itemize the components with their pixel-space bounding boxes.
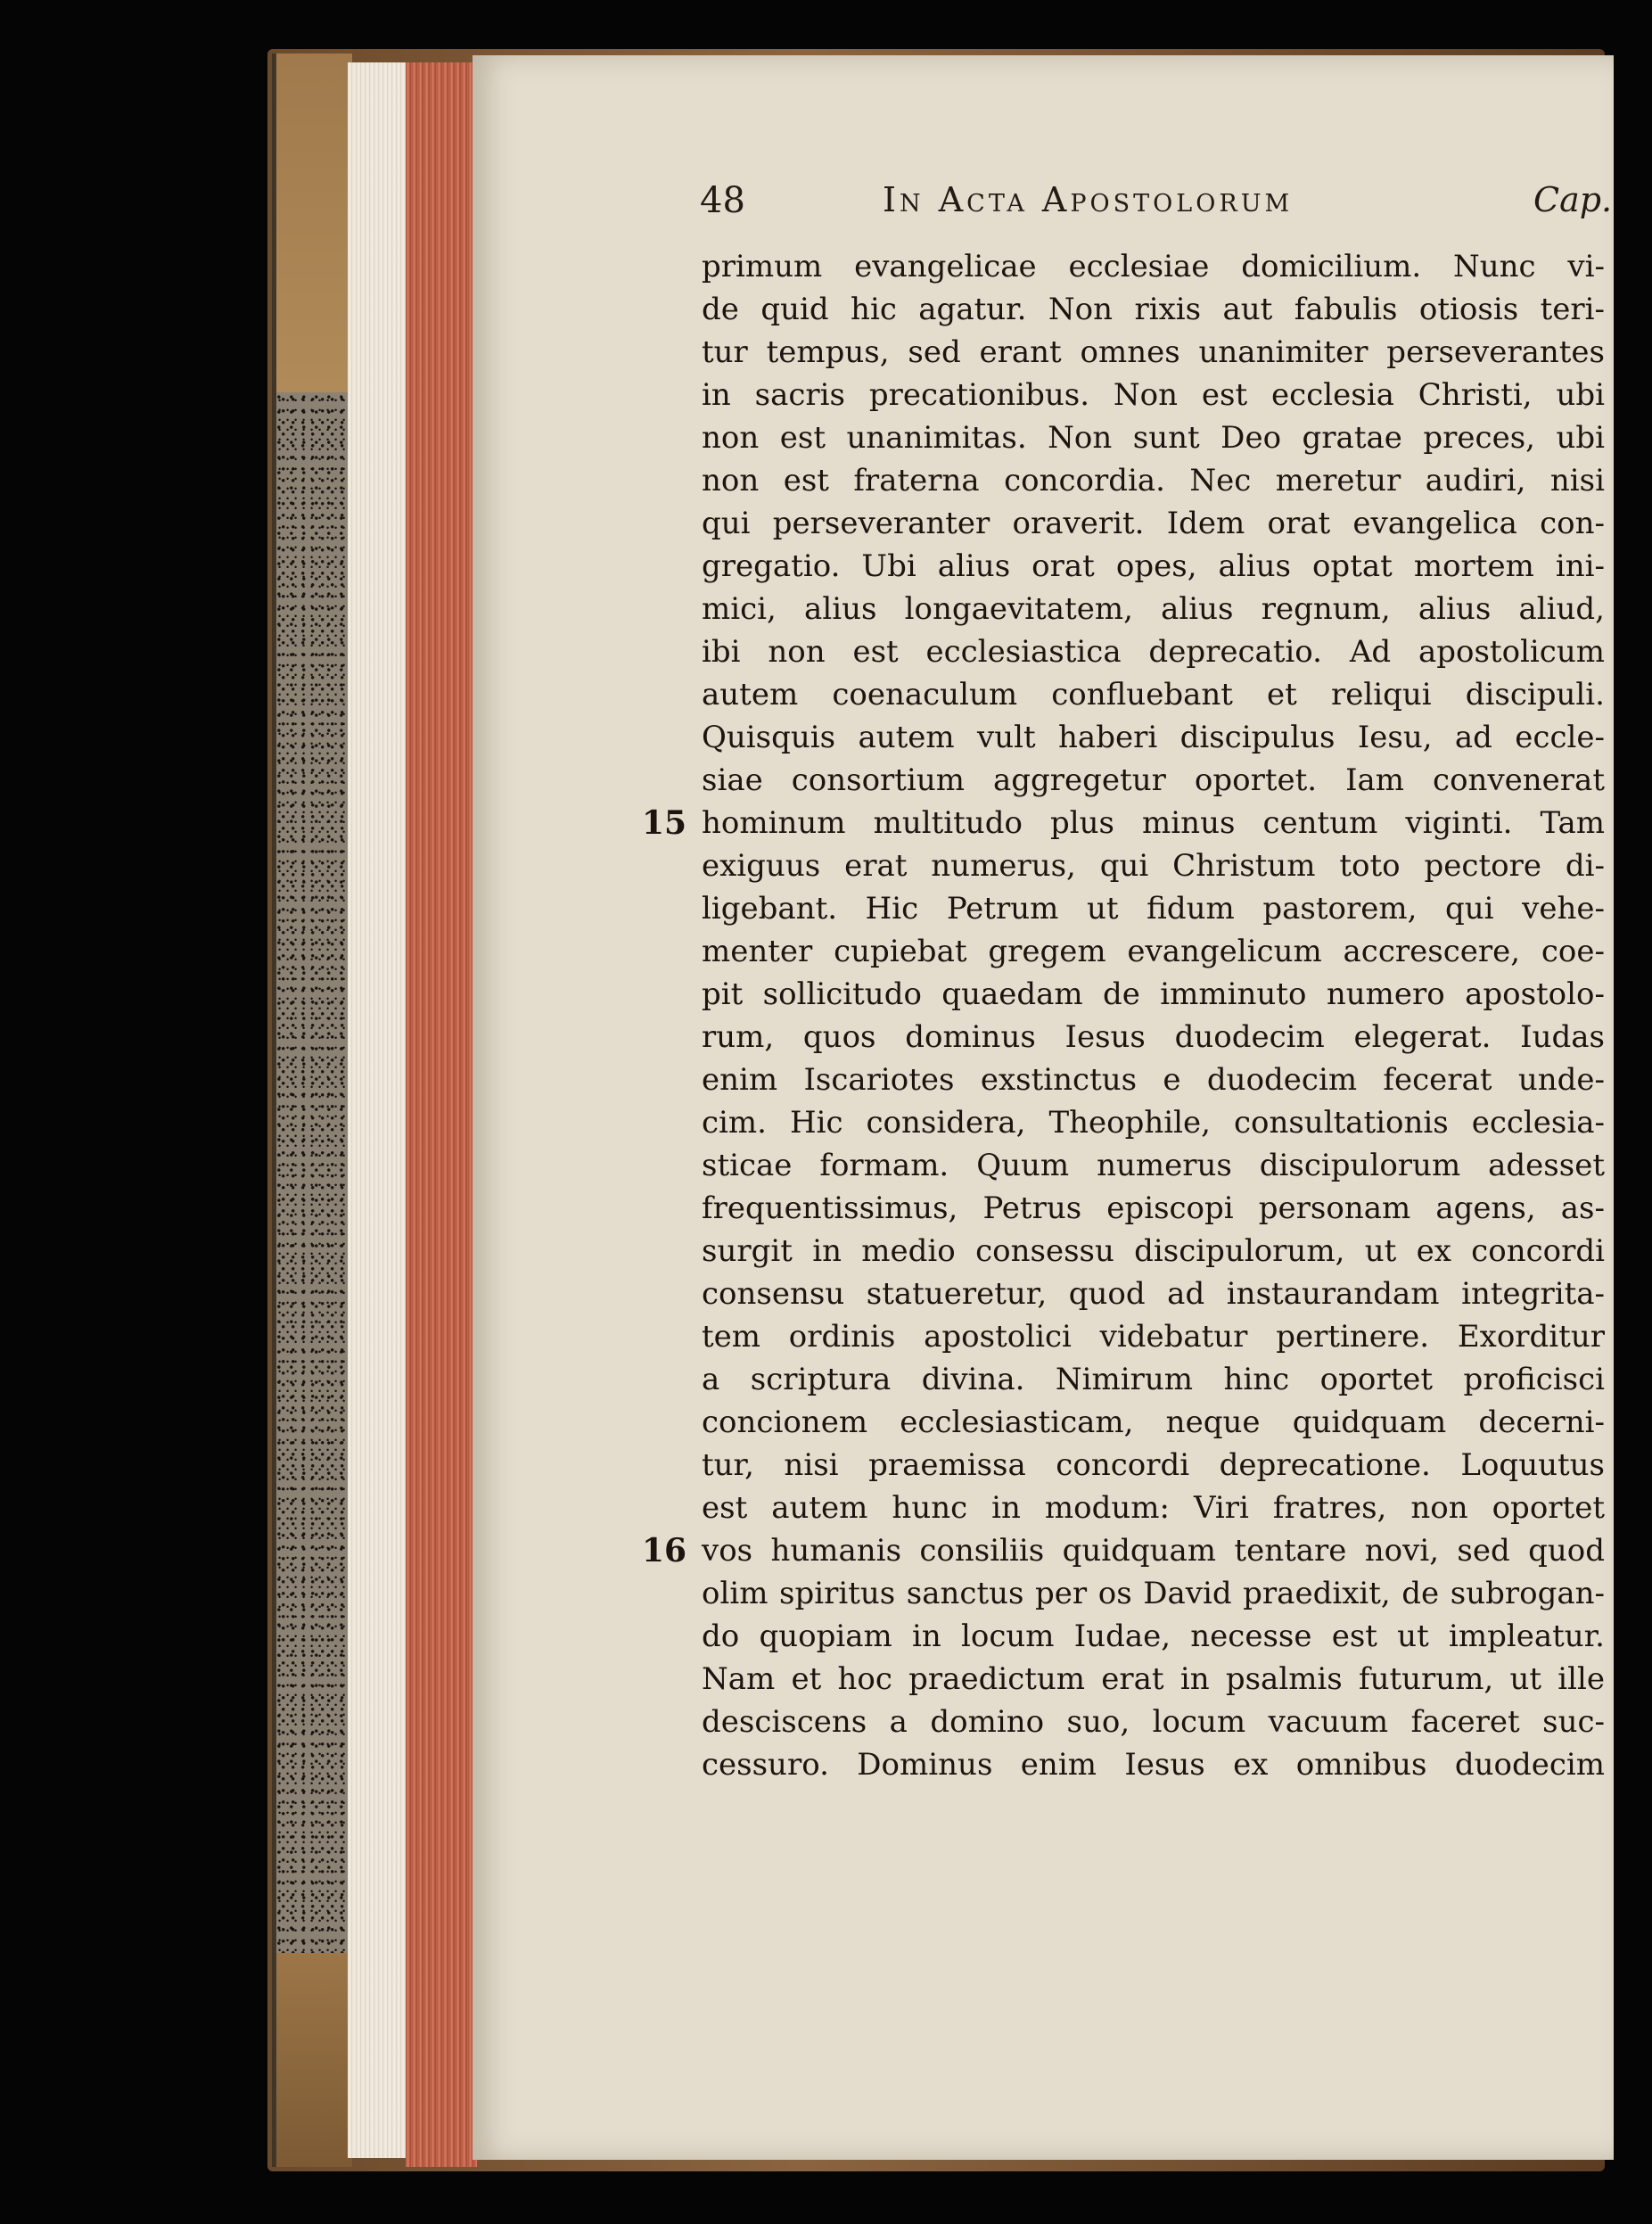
red-page-edges: [406, 62, 477, 2167]
text-line: do quopiam in locum Iudae, necesse est ut impleatur.: [702, 1619, 1605, 1654]
verse-number-16: 16: [642, 1532, 687, 1569]
text-line: tur tempus, sed erant omnes unanimiter perseverantes: [702, 334, 1605, 370]
page-edges: [348, 62, 410, 2158]
verse-number-15: 15: [642, 804, 687, 842]
running-header: [700, 177, 1613, 230]
text-line: tem ordinis apostolici videbatur pertinere. Exorditur: [702, 1319, 1605, 1355]
text-line: rum, quos dominus Iesus duodecim elegerat. Iudas: [702, 1019, 1605, 1055]
running-title: In Acta Apostolorum: [883, 180, 1294, 219]
text-line: menter cupiebat gregem evangelicum accrescere, coe-: [702, 934, 1605, 969]
text-line: enim Iscariotes exstinctus e duodecim fecerat unde-: [702, 1062, 1605, 1098]
text-line: gregatio. Ubi alius orat opes, alius optat mortem ini-: [702, 548, 1605, 584]
cover-corner-top: [276, 54, 352, 392]
text-line: cessuro. Dominus enim Iesus ex omnibus duodecim: [702, 1747, 1605, 1783]
text-line: frequentissimus, Petrus episcopi personam agens, as-: [702, 1190, 1605, 1226]
text-line: non est fraterna concordia. Nec meretur audiri, nisi: [702, 463, 1605, 498]
text-line: vos humanis consiliis quidquam tentare novi, sed quod: [702, 1533, 1605, 1569]
text-line: a scriptura divina. Nimirum hinc oportet proficisci: [702, 1362, 1605, 1397]
text-line: Nam et hoc praedictum erat in psalmis futurum, ut ille: [702, 1661, 1605, 1697]
text-line: autem coenaculum confluebant et reliqui discipuli.: [702, 677, 1605, 713]
text-line: Quisquis autem vult haberi discipulus Iesu, ad eccle-: [702, 720, 1605, 755]
page-number: 48: [700, 180, 745, 221]
marbled-cover: [276, 392, 348, 1962]
body-text: [702, 245, 1605, 1786]
text-line: est autem hunc in modum: Viri fratres, non oportet: [702, 1490, 1605, 1526]
text-line: pit sollicitudo quaedam de imminuto numero apostolo-: [702, 976, 1605, 1012]
text-line: ibi non est ecclesiastica deprecatio. Ad apostolicum: [702, 634, 1605, 670]
text-line: consensu statueretur, quod ad instaurandam integrita-: [702, 1276, 1605, 1312]
text-line: mici, alius longaevitatem, alius regnum, alius aliud,: [702, 591, 1605, 627]
text-line: concionem ecclesiasticam, neque quidquam decerni-: [702, 1404, 1605, 1440]
text-line: primum evangelicae ecclesiae domicilium. Nunc vi-: [702, 249, 1605, 284]
text-line: surgit in medio consessu discipulorum, ut ex concordi: [702, 1233, 1605, 1269]
text-line: qui perseveranter oraverit. Idem orat evangelica con-: [702, 506, 1605, 541]
text-line: tur, nisi praemissa concordi deprecatione. Loquutus: [702, 1447, 1605, 1483]
text-line: exiguus erat numerus, qui Christum toto pectore di-: [702, 848, 1605, 884]
text-line: non est unanimitas. Non sunt Deo gratae preces, ubi: [702, 420, 1605, 456]
text-line: olim spiritus sanctus per os David praedixit, de subrogan-: [702, 1576, 1605, 1611]
text-line: de quid hic agatur. Non rixis aut fabulis otiosis teri-: [702, 292, 1605, 327]
text-line: in sacris precationibus. Non est ecclesia Christi, ubi: [702, 377, 1605, 413]
text-line: cim. Hic considera, Theophile, consultationis ecclesia-: [702, 1105, 1605, 1141]
text-line: desciscens a domino suo, locum vacuum faceret suc-: [702, 1704, 1605, 1740]
text-line: hominum multitudo plus minus centum viginti. Tam: [702, 805, 1605, 841]
text-line: sticae formam. Quum numerus discipulorum adesset: [702, 1148, 1605, 1183]
chapter-tag: Cap.: [1533, 180, 1613, 219]
text-line: siae consortium aggregetur oportet. Iam convenerat: [702, 762, 1605, 798]
text-line: ligebant. Hic Petrum ut fidum pastorem, qui vehe-: [702, 891, 1605, 927]
cover-corner-bottom: [276, 1953, 352, 2167]
